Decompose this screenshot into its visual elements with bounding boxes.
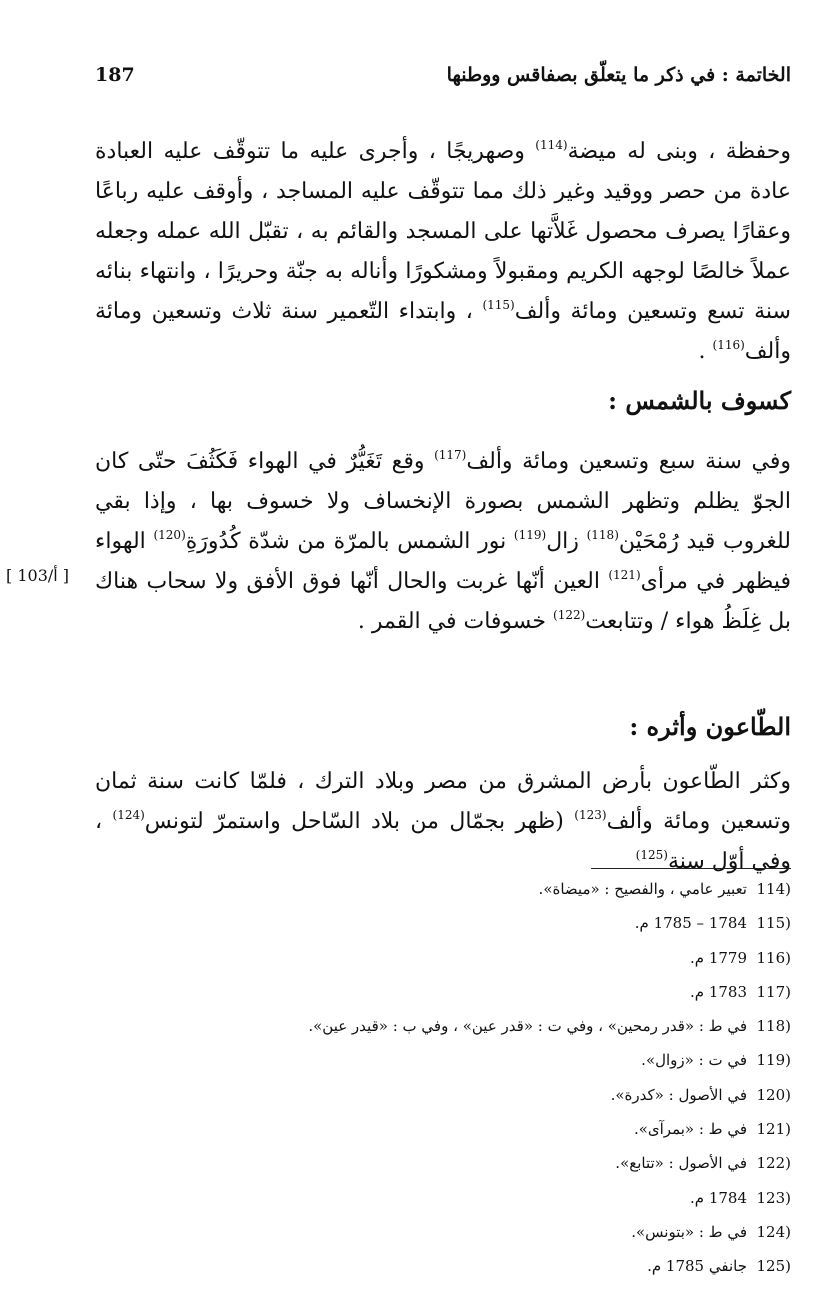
footnote-item [95,949,791,983]
footnote-ref-117[interactable]: (117) [434,448,467,462]
footnote-number: (120 [756,1085,791,1104]
footnote-text: جانفي 1785 م. [647,1257,747,1276]
footnote-item [95,914,791,948]
footnote-ref-114[interactable]: (114) [535,138,568,152]
footnote-text: 1784 م. [689,1188,747,1207]
footnote-ref-120[interactable]: (120) [153,528,186,542]
footnote-ref-125[interactable]: (125) [635,848,668,862]
footnote-ref-123[interactable]: (123) [574,808,607,822]
footnote-ref-115[interactable]: (115) [482,298,515,312]
footnote-item [95,1189,791,1223]
footnote-item [95,1120,791,1154]
footnote-item [95,1154,791,1188]
footnote-item [95,1051,791,1085]
footnote-number: (121 [756,1120,791,1139]
footnote-number: (119 [756,1051,791,1070]
footnote-number: (123 [756,1188,791,1207]
section-heading-plague: الطّاعون وأثره : [629,712,791,741]
section-heading-eclipse: كسوف بالشمس : [608,386,791,415]
paragraph-eclipse: وفي سنة سبع وتسعين ومائة وألف$^{(117)}$ وقع تَغَيُّرٌ في الهواء فَكَثُفَ حتّى كان الجوّ يظلم وتظهر الشمس بصورة الإنخساف ولا خسوف بها ، وإذا بقي للغروب قيد رُمْحَيْن$^{(118)}$ زال$^{(119)}$ نور الشمس بالمرّة من شدّة كُدُورَةِ$^{(120)}$ الهواء فيظهر في مرأى$^{(121)}$ العين أنّها غربت والحال أنّها فوق الأفق ولا سحاب هناك بل غِلَظُ هواء / وتتابعت$^{(122)}$ خسوفات في القمر . [95,448,792,634]
footnote-number: (122 [756,1154,791,1173]
footnote-text: في الأصول : «كدرة». [610,1085,747,1104]
paragraph-plague: وكثر الطّاعون بأرض المشرق من مصر وبلاد الترك ، فلمّا كانت سنة ثمان وتسعين ومائة وألف$^{(123)}$ (ظهر بجمّال من بلاد السّاحل واستمرّ لتونس$^{(124)}$ ، وفي أوّل سنة$^{(125)}$ [95,769,791,874]
footnote-ref-116[interactable]: (116) [712,338,745,352]
footnote-text: في ط : «بتونس». [631,1222,747,1241]
footnote-item [95,1257,791,1291]
page-number: 187 [95,64,135,86]
footnote-ref-124[interactable]: (124) [112,808,145,822]
footnote-number: (118 [756,1017,791,1036]
footnote-text: تعبير عامي ، والفصيح : «ميضاة». [538,880,747,898]
footnote-text: 1783 م. [689,982,747,1001]
footnote-number: (124 [756,1222,791,1241]
footnote-text: 1779 م. [689,948,747,967]
footnote-item [95,1223,791,1257]
paragraph-mosque: وحفظة ، وبنى له ميضة$^{(114)}$ وصهريجًا ، وأجرى عليه ما تتوقّف عليه العبادة عادة من حصر ووقيد وغير ذلك مما تتوقّف عليه المساجد ، وأوقف عليه رباعًا وعقارًا يصرف محصول غَلاَّتها على المسجد والقائم به ، تقبّل الله عمله وجعله عملاً خالصًا لوجهه الكريم ومقبولاً ومشكورًا وأناله به جنّة وحريرًا ، وانتهاء بنائه سنة تسع وتسعين ومائة وألف$^{(115)}$ ، وابتداء التّعمير سنة ثلاث وتسعين ومائة وألف$^{(116)}$ . [95,138,791,364]
footnote-text: في ت : «زوال». [641,1051,747,1070]
footnote-item [95,1086,791,1120]
footnotes-list [95,880,791,1292]
footnote-ref-122[interactable]: (122) [553,608,586,622]
footnote-text: في الأصول : «تتابع». [615,1154,747,1173]
footnote-text: في ط : «قدر رمحين» ، وفي ت : «قدر عين» ، وفي ب : «قيدر عين». [308,1017,747,1036]
manuscript-folio-ref: [ 103/أ ] [6,566,70,585]
page-header [95,58,791,92]
footnote-number: (115 [756,914,791,933]
footnote-number: (114 [756,880,791,898]
footnote-number: (117 [756,982,791,1001]
footnote-ref-119[interactable]: (119) [513,528,547,542]
footnote-ref-121[interactable]: (121) [608,568,641,582]
footnote-ref-118[interactable]: (118) [586,528,619,542]
footnote-number: (116 [756,948,791,967]
footnote-number: (125 [756,1257,791,1276]
footnote-item [95,880,791,914]
footnote-text: 1784 – 1785 م. [634,914,747,933]
footnote-item [95,1017,791,1051]
footnote-divider [591,868,791,869]
running-head: الخاتمة : في ذكر ما يتعلّق بصفاقس ووطنها [446,64,791,86]
footnote-item [95,983,791,1017]
footnote-text: في ط : «بمرآى». [633,1120,747,1139]
